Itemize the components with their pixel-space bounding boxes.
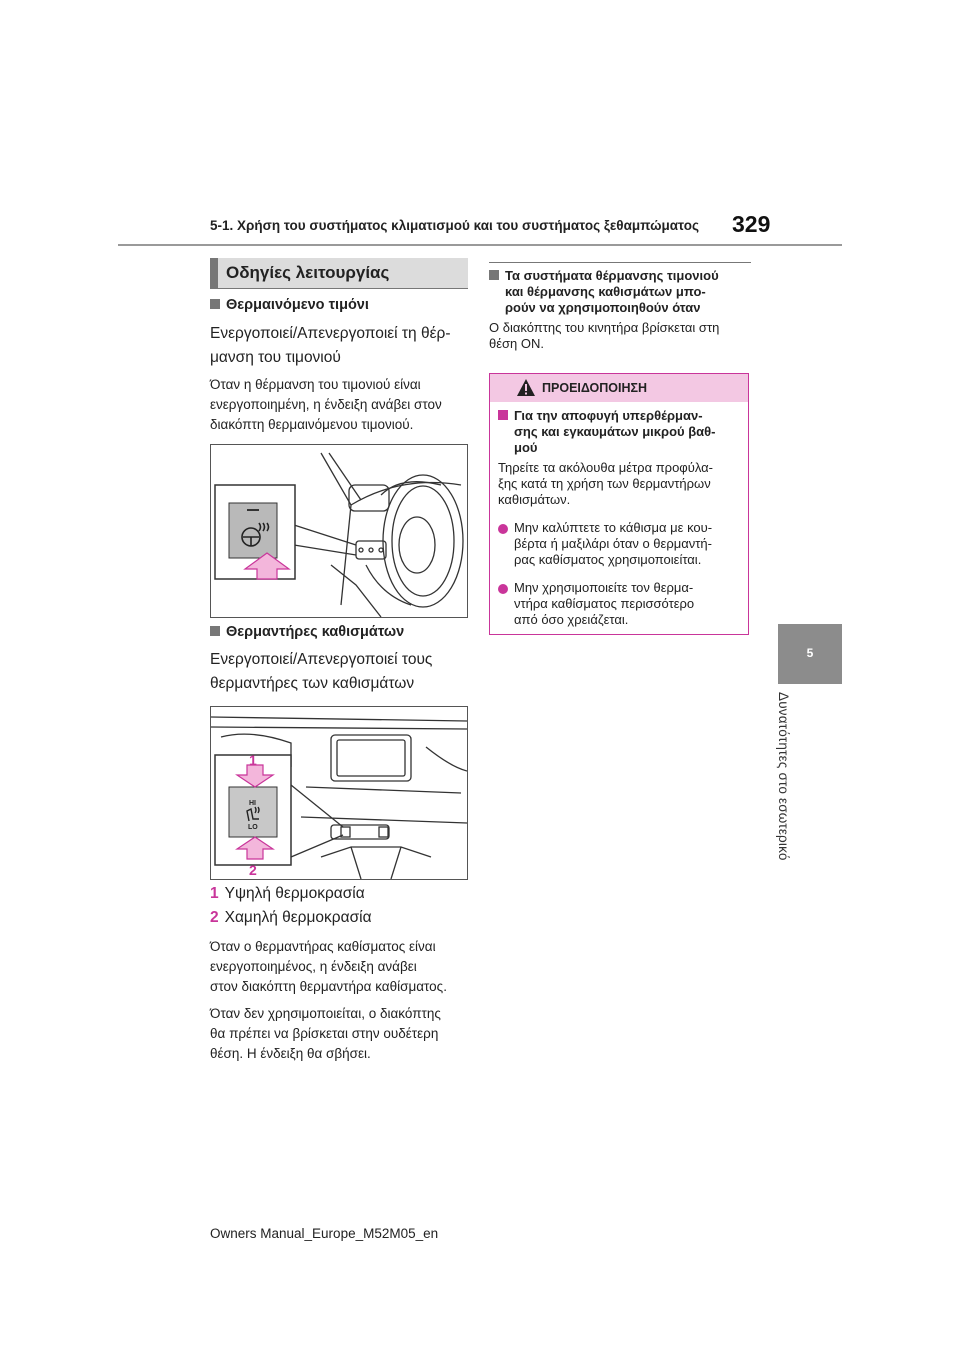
warning-heading-text: ΠΡΟΕΙΔΟΠΟΙΗΣΗ [542, 381, 648, 395]
callout-1: 1 [249, 752, 257, 768]
warning-triangle-icon [516, 378, 536, 397]
usage-title [489, 268, 751, 316]
warning-intro [498, 460, 746, 508]
square-bullet-icon [489, 270, 499, 280]
heated-wheel-title-text: Θερμαινόμενο τιμόνι [226, 297, 369, 313]
text-line: θέση ON. [489, 336, 545, 351]
lo-label: LO [248, 824, 258, 831]
text-line: στον διακόπτη θερμαντήρα καθίσματος. [210, 979, 447, 994]
item-number: 2 [210, 909, 219, 926]
list-item [210, 906, 372, 930]
text-line: Όταν ο θερμαντήρας καθίσματος είναι [210, 939, 436, 954]
item-text: Χαμηλή θερμοκρασία [224, 909, 372, 926]
text-line: ρούν να χρησιμοποιηθούν όταν [505, 300, 701, 315]
text-line: μανση του τιμονιού [210, 349, 341, 366]
text-line: σης και εγκαυμάτων μικρού βαθ- [514, 424, 716, 439]
seat-heaters-title-text: Θερμαντήρες καθισμάτων [226, 624, 405, 640]
square-bullet-icon [210, 299, 220, 309]
item-text: Υψηλή θερμοκρασία [224, 885, 365, 902]
chapter-label-text: Δυνατότητες στο εσωτερικό [776, 692, 791, 861]
text-line: διακόπτη θερμαινόμενου τιμονιού. [210, 417, 414, 432]
warning-box [489, 373, 749, 635]
text-line: και θέρμανσης καθισμάτων μπο- [505, 284, 706, 299]
callout-2: 2 [249, 862, 257, 878]
usage-body [489, 320, 751, 352]
round-bullet-icon [498, 524, 508, 534]
heated-wheel-note [210, 375, 472, 435]
warning-header [490, 374, 748, 402]
text-line: Ενεργοποιεί/Απενεργοποιεί τη θέρ- [210, 325, 451, 342]
running-header: 5-1. Χρήση του συστήματος κλιματισμού και του συστήματος ξεθαμπώματος [210, 218, 699, 233]
warning-bullet [514, 580, 746, 628]
text-line: θέση. Η ένδειξη θα σβήσει. [210, 1046, 371, 1061]
steering-heater-figure [210, 444, 468, 618]
seat-heater-illustration [211, 707, 467, 879]
text-line: Τηρείτε τα ακόλουθα μέτρα προφύλα- [498, 460, 713, 475]
text-line: ενεργοποιημένη, η ένδειξη ανάβει στον [210, 397, 442, 412]
text-line: ρας καθίσματος χρησιμοποιείται. [514, 552, 702, 567]
text-line: βέρτα ή μαξιλάρι όταν ο θερμαντή- [514, 536, 712, 551]
warning-subtitle [498, 408, 744, 456]
text-line: ενεργοποιημένος, η ένδειξη ανάβει [210, 959, 417, 974]
seat-heaters-title [210, 624, 404, 640]
seat-heaters-note-2 [210, 1004, 476, 1064]
round-bullet-icon [498, 584, 508, 594]
text-line [498, 408, 744, 424]
text-line: μού [514, 440, 538, 455]
text-line: Όταν η θέρμανση του τιμονιού είναι [210, 377, 421, 392]
list-item [210, 882, 365, 906]
warning-subtitle-line: Για την αποφυγή υπερθέρμαν- [514, 408, 703, 423]
hi-label: HI [249, 800, 256, 807]
square-bullet-icon [210, 626, 220, 636]
text-line: Ενεργοποιεί/Απενεργοποιεί τους [210, 651, 433, 668]
text-line: θα πρέπει να βρίσκεται στην ουδέτερη [210, 1026, 439, 1041]
section-heading-bar [210, 258, 218, 288]
section-heading [210, 258, 468, 289]
text-line: Ο διακόπτης του κινητήρα βρίσκεται στη [489, 320, 720, 335]
usage-title-line: Τα συστήματα θέρμανσης τιμονιού [505, 268, 719, 283]
warning-bullet [514, 520, 746, 568]
heated-wheel-lead [210, 322, 472, 370]
item-number: 1 [210, 885, 219, 902]
seat-heater-figure [210, 706, 468, 880]
text-line: ξης κατά τη χρήση των θερμαντήρων [498, 476, 711, 491]
square-bullet-icon [498, 410, 508, 420]
heated-wheel-title [210, 297, 369, 313]
seat-heaters-lead [210, 648, 472, 696]
section-heading-text: Οδηγίες λειτουργίας [226, 263, 390, 282]
chapter-number: 5 [806, 646, 814, 660]
seat-heaters-note-1 [210, 937, 476, 997]
text-line: θερμαντήρες των καθισμάτων [210, 675, 415, 692]
footer: Owners Manual_Europe_M52M05_en [210, 1226, 439, 1241]
text-line: καθισμάτων. [498, 492, 571, 507]
text-line: Μην καλύπτετε το κάθισμα με κου- [514, 520, 713, 535]
text-line [489, 268, 751, 284]
text-line: Μην χρησιμοποιείτε τον θερμα- [514, 580, 694, 595]
text-line: από όσο χρειάζεται. [514, 612, 629, 627]
text-line: Όταν δεν χρησιμοποιείται, ο διακόπτης [210, 1006, 441, 1021]
text-line: ντήρα καθίσματος περισσότερο [514, 596, 695, 611]
page-number: 329 [732, 211, 771, 237]
chapter-label [776, 692, 806, 892]
usage-divider [489, 262, 751, 263]
steering-heater-illustration [211, 445, 467, 617]
header-rule [118, 244, 842, 246]
